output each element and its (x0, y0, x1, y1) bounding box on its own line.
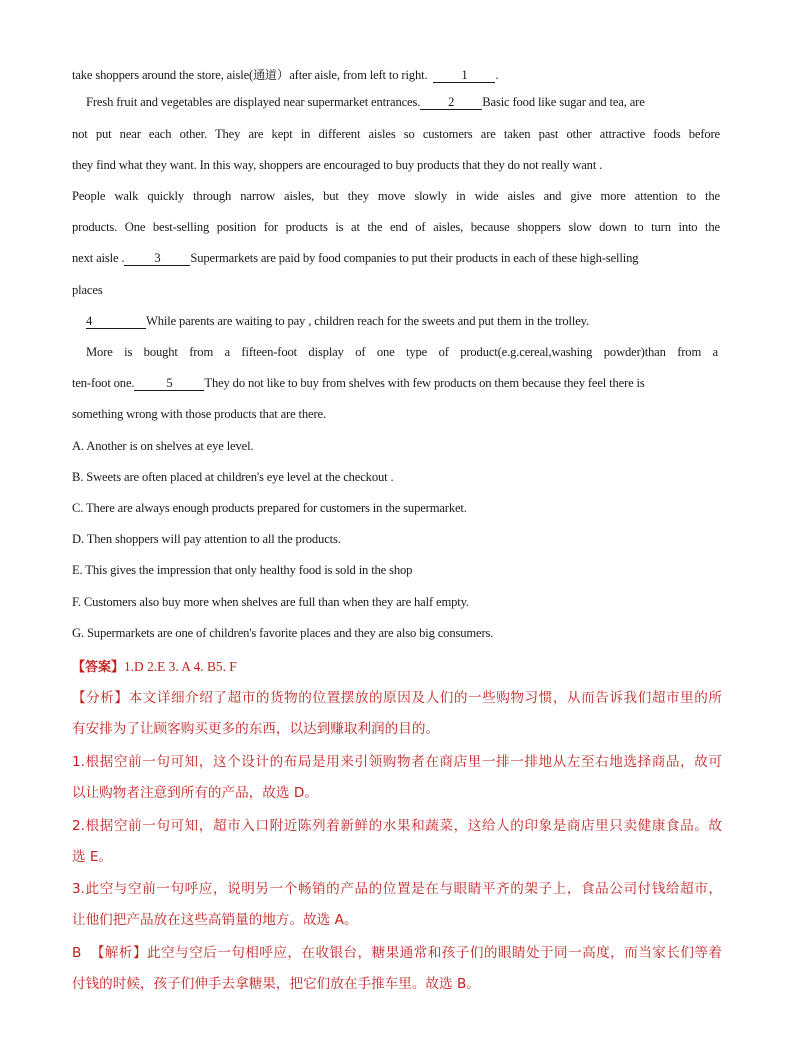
chinese-gloss: 通道 (253, 68, 277, 82)
blank-3: 3 (124, 252, 190, 266)
explanation-3-line-2: 让他们把产品放在这些高销量的地方。故选 A。 (72, 912, 358, 928)
option-g: G. Supermarkets are one of children's favorite places and they are also big consumers. (72, 626, 494, 640)
text-segment: take shoppers around the store, aisle( (72, 68, 254, 82)
explanation-4-answer: B (72, 945, 91, 961)
text-segment: They do not like to buy from shelves with few products on them because they feel there is (204, 376, 645, 390)
answer-line (72, 656, 722, 675)
passage-line-9 (86, 314, 718, 329)
passage-line-12: something wrong with those products that are there. (72, 407, 326, 421)
text-segment: Supermarkets are paid by food companies to put their products in each of these high-selling (190, 251, 639, 265)
passage-line-6: products. One best-selling position for products is at the end of aisles, because shoppers slow down to turn into the (72, 220, 720, 234)
option-c: C. There are always enough products prepared for customers in the supermarket. (72, 501, 467, 515)
explanation-4-label: 【解析】 (90, 945, 148, 961)
analysis-label: 【分析】 (72, 690, 129, 706)
analysis-line-1 (72, 686, 722, 706)
text-segment: Basic food like sugar and tea, are (482, 95, 645, 109)
text-segment: ten-foot one. (72, 376, 135, 390)
option-d: D. Then shoppers will pay attention to all the products. (72, 532, 341, 546)
passage-line-7 (72, 251, 720, 266)
explanation-1-line-2: 以让购物者注意到所有的产品，故选 D。 (72, 785, 318, 801)
blank-1: 1 (433, 69, 495, 83)
option-a: A. Another is on shelves at eye level. (72, 439, 254, 453)
passage-line-5: People walk quickly through narrow aisles, but they move slowly in wide aisles and give more attention to the (72, 189, 720, 203)
explanation-4-line-2: 付钱的时候，孩子们伸手去拿糖果，把它们放在手推车里。故选 B。 (72, 976, 480, 992)
analysis-line-2: 有安排为了让顾客购买更多的东西，以达到赚取利润的目的。 (72, 721, 440, 737)
explanation-2-line-2: 选 E。 (72, 849, 113, 865)
passage-line-2 (86, 95, 718, 110)
passage-line-3: not put near each other. They are kept in different aisles so customers are taken past other attractive foods before (72, 127, 720, 141)
blank-2: 2 (420, 96, 482, 110)
option-e: E. This gives the impression that only healthy food is sold in the shop (72, 563, 413, 577)
blank-4: 4 (86, 315, 146, 329)
text-segment: . (495, 68, 499, 82)
option-b: B. Sweets are often placed at children's eye level at the checkout . (72, 470, 394, 484)
explanation-3-line-1: 3.此空与空前一句呼应，说明另一个畅销的产品的位置是在与眼睛平齐的架子上，食品公司付钱给超市， (72, 881, 722, 897)
explanation-1-line-1: 1.根据空前一句可知，这个设计的布局是用来引领购物者在商店里一排一排地从左至右地选择商品，故可 (72, 754, 722, 770)
blank-5: 5 (134, 377, 204, 391)
text-segment: ）after aisle, from left to right. (276, 68, 431, 82)
passage-line-8: places (72, 283, 103, 297)
text-segment: next aisle . (72, 251, 125, 265)
passage-line-10: More is bought from a fifteen-foot display of one type of product(e.g.cereal,washing powder)than from a (86, 345, 718, 359)
passage-line-4: they find what they want. In this way, shoppers are encouraged to buy products that they do not really want . (72, 158, 603, 172)
option-f: F. Customers also buy more when shelves are full than when they are half empty. (72, 595, 469, 609)
passage-line-1 (72, 64, 720, 83)
analysis-text: 本文详细介绍了超市的货物的位置摆放的原因及人们的一些购物习惯，从而告诉我们超市里的所 (128, 690, 723, 706)
explanation-2-line-1: 2.根据空前一句可知，超市入口附近陈列着新鲜的水果和蔬菜，这给人的印象是商店里只卖健康食品。故 (72, 818, 722, 834)
explanation-4-text: 此空与空后一句相呼应，在收银台，糖果通常和孩子们的眼睛处于同一高度，而当家长们等着 (147, 945, 723, 961)
answer-label: 【答案】 (72, 660, 125, 675)
passage-line-11 (72, 376, 720, 391)
answer-text: 1.D 2.E 3. A 4. B5. F (124, 659, 237, 674)
text-segment: While parents are waiting to pay , children reach for the sweets and put them in the trolley. (146, 314, 589, 328)
explanation-4-line-1 (72, 941, 722, 961)
text-segment: Fresh fruit and vegetables are displayed near supermarket entrances. (86, 95, 421, 109)
